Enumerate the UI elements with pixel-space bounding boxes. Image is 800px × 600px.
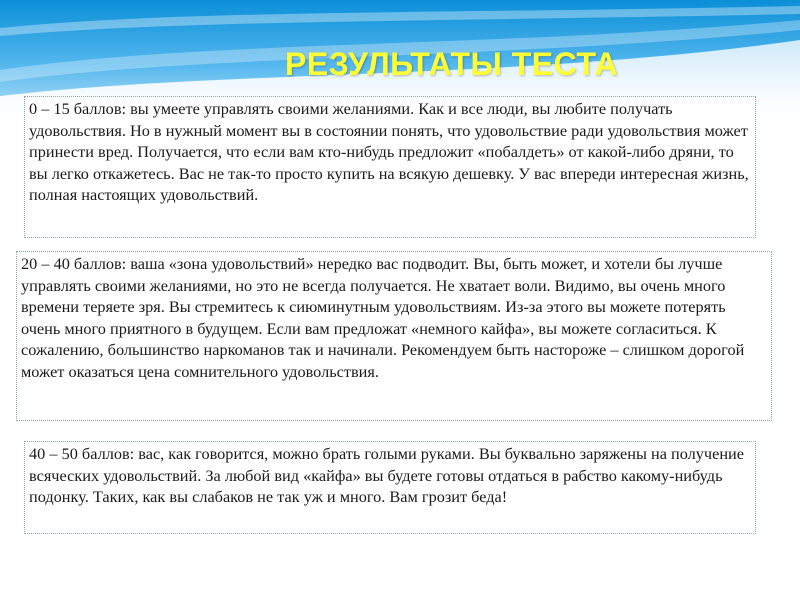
result-text: 20 – 40 баллов: ваша «зона удовольствий» нередко вас подводит. Вы, быть может, и хотели бы лучше управлять своими желаниями, но это не всегда получается. Не хватает воли. Видимо, вы очень много времени теряете зря. Вы стремитесь к сиюминутным удовольствиям. Из-за этого вы можете потерять очень много приятного в будущем. Если вам предложат «немного кайфа», вы можете согласиться. К сожалению, большинство наркоманов так и начинали. Рекомендуем быть настороже – слишком дорогой может оказаться цена сомнительного удовольствия. xyxy=(21,254,745,381)
result-block-high xyxy=(24,441,756,534)
page-title: РЕЗУЛЬТАТЫ ТЕСТА xyxy=(285,46,619,82)
result-block-low xyxy=(24,96,756,238)
result-text: 40 – 50 баллов: вас, как говорится, можно брать голыми руками. Вы буквально заряжены на получение всяческих удовольствий. За любой вид «кайфа» вы будете готовы отдаться в рабство какому-нибудь подонку. Таких, как вы слабаков не так уж и много. Вам грозит беда! xyxy=(29,444,744,507)
result-text: 0 – 15 баллов: вы умеете управлять своими желаниями. Как и все люди, вы любите получать удовольствия. Но в нужный момент вы в состоянии понять, что удовольствие ради удовольствия может принести вред. Получается, что если вам кто-нибудь предложит «побалдеть» от какой-либо дряни, то вы легко откажетесь. Вас не так-то просто купить на всякую дешевку. У вас впереди интересная жизнь, полная настоящих удовольствий. xyxy=(29,99,749,205)
result-block-medium xyxy=(16,251,772,421)
